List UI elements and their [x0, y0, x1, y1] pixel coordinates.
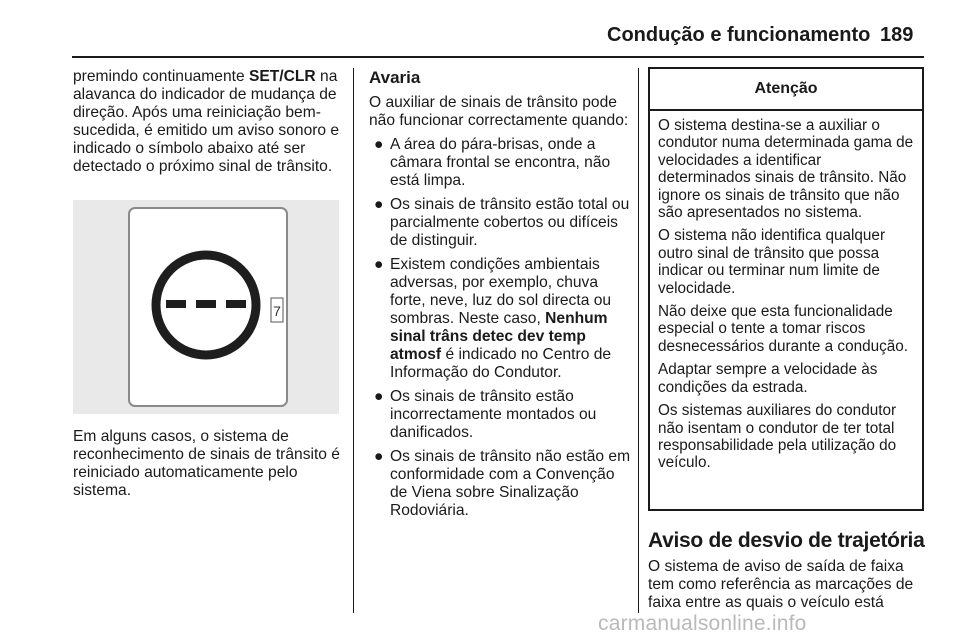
attention-paragraph: O sistema destina-se a auxiliar o condutor numa determinada gama de velocidades a identificar determinados sinais de trânsito. Não ignore os sinais de trânsito que não são apresentados no sistema. — [658, 117, 914, 222]
list-item: ● Existem condições ambientais adversas, por exemplo, chuva forte, neve, luz do sol directa ou sombras. Neste caso, Nenhum sinal trâns detec dev temp atmosf é indicado no Centro de Informação do Condutor. — [374, 256, 612, 381]
avaria-intro: O auxiliar de sinais de trânsito pode não funcionar correctamente quando: — [369, 94, 629, 129]
paragraph-auto-reset: Em alguns casos, o sistema de reconhecimento de sinais de trânsito é reiniciado automaticamente pelo sistema. — [73, 428, 340, 499]
watermark: carmanualsonline.info — [598, 612, 807, 635]
figure-label: 7 — [273, 303, 281, 319]
column-1-bottom — [73, 428, 348, 500]
column-2 — [369, 68, 635, 526]
avaria-list — [369, 136, 635, 520]
traffic-sign-figure — [73, 200, 339, 414]
section-title: Condução e funcionamento — [607, 24, 871, 46]
column-divider-1 — [353, 68, 354, 613]
page-header — [0, 0, 960, 58]
column-3-bottom — [648, 528, 928, 612]
list-item: ● Os sinais de trânsito não estão em conformidade com a Convenção de Viena sobre Sinalização Rodoviária. — [374, 448, 631, 519]
page-number: 189 — [880, 24, 914, 46]
column-1-top — [73, 68, 348, 176]
list-item: ● Os sinais de trânsito estão total ou parcialmente cobertos ou difíceis de distinguir. — [374, 196, 630, 249]
attention-body — [650, 111, 922, 472]
bullet-icon: ● — [374, 388, 384, 405]
list-item: ● A área do pára-brisas, onde a câmara frontal se encontra, não está limpa. — [374, 136, 611, 189]
dash-3 — [226, 300, 246, 308]
attention-paragraph: Não deixe que esta funcionalidade especial o tente a tomar riscos desnecessários durante a condução. — [658, 303, 909, 355]
lane-departure-paragraph: O sistema de aviso de saída de faixa tem como referência as marcações de faixa entre as quais o veículo está — [648, 558, 914, 611]
paragraph-reset: premindo continuamente SET/CLR na alavanca do indicador de mudança de direção. Após uma reiniciação bem-sucedida, é emitido um aviso sonoro e indicado o símbolo abaixo até ser detectado o próximo sinal de trânsito. — [73, 68, 340, 175]
attention-paragraph: Os sistemas auxiliares do condutor não isentam o condutor de ter total responsabilidade pela utilização do veículo. — [658, 402, 897, 472]
attention-box — [648, 67, 924, 511]
header-rule — [72, 56, 924, 58]
set-clr-label: SET/CLR — [248, 68, 316, 85]
heading-avaria: Avaria — [369, 68, 421, 87]
dash-2 — [196, 300, 216, 308]
message-text: Nenhum sinal trâns detec dev temp atmosf — [390, 310, 608, 363]
heading-lane-departure: Aviso de desvio de trajetória — [648, 529, 925, 552]
column-divider-2 — [638, 68, 639, 613]
dash-1 — [166, 300, 186, 308]
list-item: ● Os sinais de trânsito estão incorrectamente montados ou danificados. — [374, 388, 597, 441]
bullet-icon: ● — [374, 136, 384, 153]
bullet-icon: ● — [374, 448, 384, 465]
bullet-icon: ● — [374, 196, 384, 213]
attention-paragraph: Adaptar sempre a velocidade às condições da estrada. — [658, 361, 878, 396]
bullet-icon: ● — [374, 256, 384, 273]
attention-title: Atenção — [650, 69, 922, 111]
sign-illustration — [73, 200, 339, 414]
attention-paragraph: O sistema não identifica qualquer outro sinal de trânsito que possa indicar ou terminar num limite de velocidade. — [658, 227, 886, 297]
